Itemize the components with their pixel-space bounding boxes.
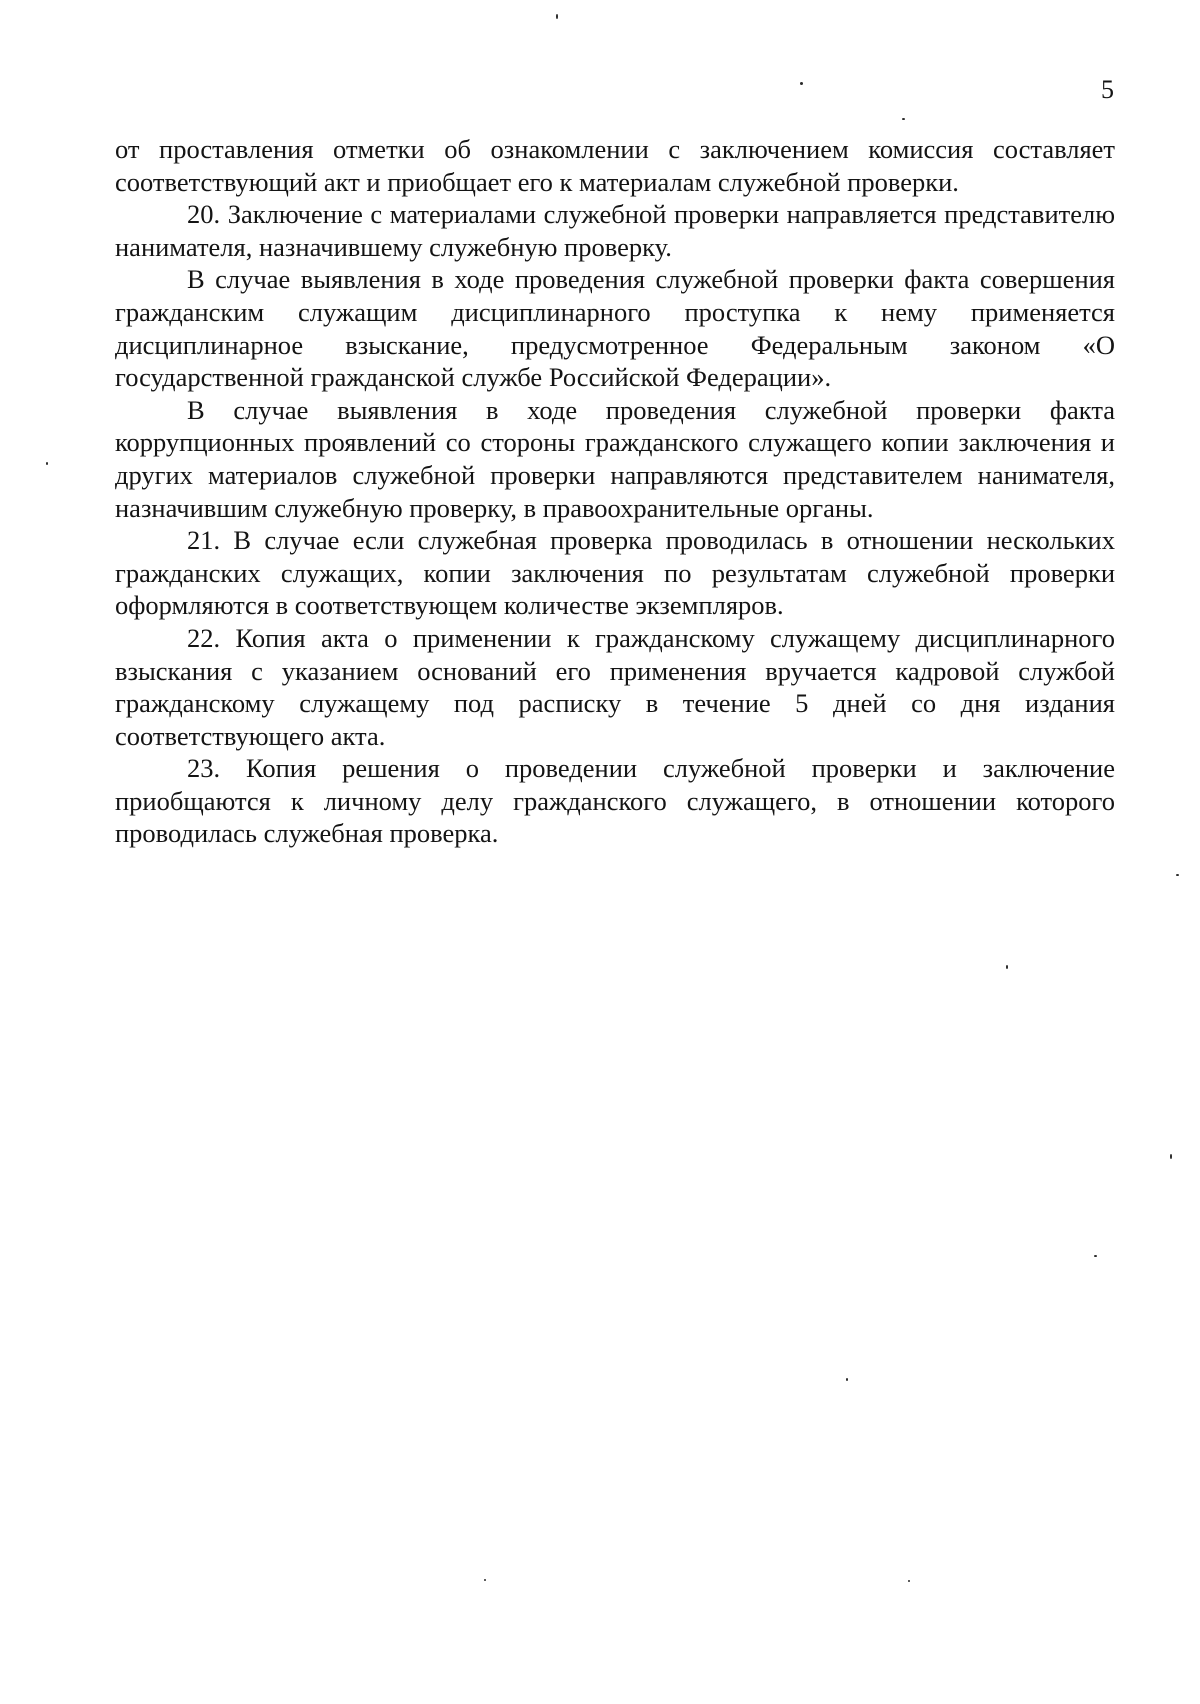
scan-speck xyxy=(556,14,558,19)
scan-speck xyxy=(846,1378,848,1381)
document-body xyxy=(115,133,1115,850)
paragraph-item-21: 21. В случае если служебная проверка проводилась в отношении нескольких гражданских служащих, копии заключения по результатам служебной проверки оформляются в соответствующем количестве экземпляров. xyxy=(115,525,1115,621)
scan-speck xyxy=(484,1579,486,1581)
scan-speck xyxy=(46,462,48,465)
scan-speck xyxy=(1094,1255,1097,1257)
scan-speck xyxy=(1006,965,1008,969)
paragraph-continuation: от проставления отметки об ознакомлении с заключением комиссия составляет соответствующий акт и приобщает его к материалам служебной проверки. xyxy=(115,134,1115,197)
page-number: 5 xyxy=(1101,75,1114,104)
paragraph-item-20: 20. Заключение с материалами служебной проверки направляется представителю нанимателя, назначившему служебную проверку. xyxy=(115,199,1115,262)
scan-speck xyxy=(1176,874,1179,876)
scan-speck xyxy=(1170,1154,1172,1159)
paragraph-item-23: 23. Копия решения о проведении служебной проверки и заключение приобщаются к личному делу гражданского служащего, в отношении которого проводилась служебная проверка. xyxy=(115,753,1115,849)
paragraph-item-22: 22. Копия акта о применении к гражданскому служащему дисциплинарного взыскания с указанием оснований его применения вручается кадровой службой гражданскому служащему под расписку в течение 5 дней со дня издания соответствующего акта. xyxy=(115,622,1115,751)
scan-speck xyxy=(902,118,905,120)
paragraph-corruption: В случае выявления в ходе проведения служебной проверки факта коррупционных проявлений со стороны гражданского служащего копии заключения и других материалов служебной проверки направляются представителем нанимателя, назначившим служебную проверку, в правоохранительные органы. xyxy=(115,394,1115,523)
paragraph-disciplinary-offense: В случае выявления в ходе проведения служебной проверки факта совершения гражданским служащим дисциплинарного проступка к нему применяется дисциплинарное взыскание, предусмотренное Федеральным законом «О государственной гражданской службе Российской Федерации». xyxy=(115,264,1115,393)
scan-speck xyxy=(800,82,803,85)
scan-speck xyxy=(908,1580,910,1582)
